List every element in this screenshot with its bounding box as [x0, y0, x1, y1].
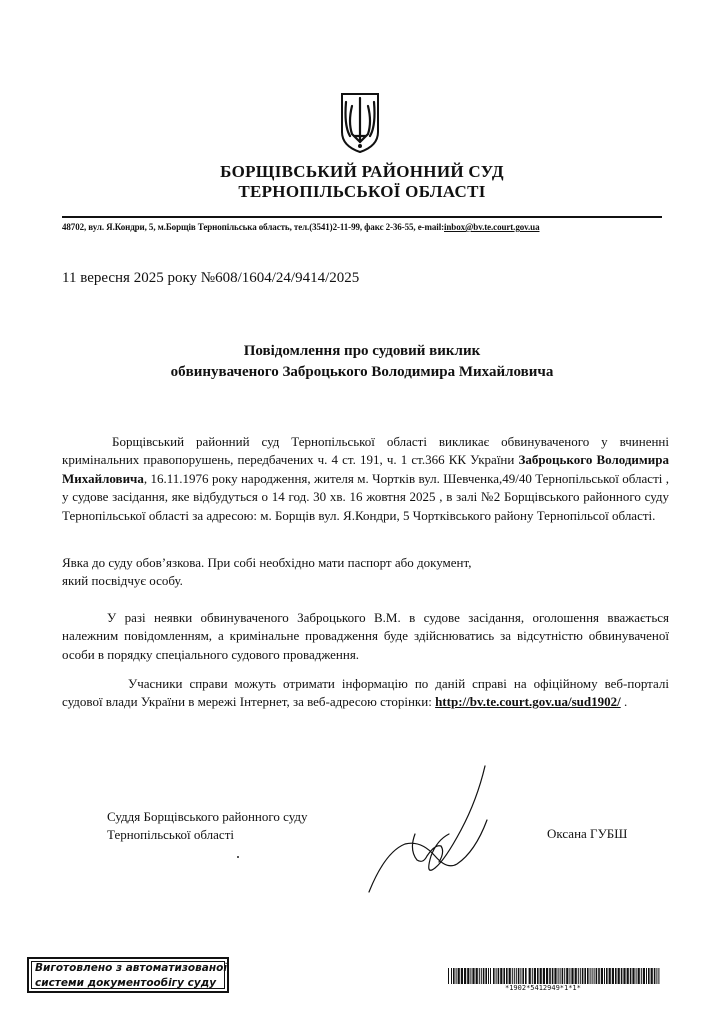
summons-text-a: Борщівський районний суд Тернопільської області викликає обвинуваченого у вчиненні кримінальних правопорушень, передбачених ч. 4 ст. 191, ч. 1 ст.366 КК України — [62, 434, 669, 468]
barcode-bar — [578, 968, 579, 984]
barcode-bar — [584, 968, 586, 984]
barcode-bar — [490, 968, 491, 984]
barcode-bar — [467, 968, 469, 984]
barcode-bar — [612, 968, 614, 984]
barcode-bar — [618, 968, 620, 984]
portal-text-end: . — [620, 694, 628, 710]
barcode-bar — [641, 968, 642, 984]
judge-name: Оксана ГУБШ — [547, 826, 628, 841]
barcode-bar — [488, 968, 489, 984]
barcode-bar — [537, 968, 539, 984]
barcode-bar — [609, 968, 611, 984]
barcode-bar — [464, 968, 466, 984]
barcode-bar — [518, 968, 520, 984]
barcode-bar — [506, 968, 508, 984]
barcode-bar — [476, 968, 478, 984]
judge-title-line2: Тернопільської області — [107, 827, 234, 842]
handwritten-signature — [365, 760, 505, 910]
barcode-bar — [451, 968, 452, 984]
barcode-bar — [627, 968, 629, 984]
barcode-bar — [598, 968, 600, 984]
barcode-bar — [534, 968, 536, 984]
barcode-bar — [643, 968, 645, 984]
summons-text-b: , 16.11.1976 року народження, жителя м. Чортків вул. Шевченка,49/40 Тернопільської області , у судове засідання, яке відбудуться о 14 год. 30 хв. 16 жовтня 2025 , в залі №2 Борщівського районного суду Тернопільської області за адресою: м. Борщів вул. Я.Кондри, 5 Чортківського району Тернопільсої області. — [62, 470, 669, 523]
barcode-bar — [582, 968, 584, 984]
barcode-bar — [514, 968, 515, 984]
barcode-bar — [580, 968, 581, 984]
barcode-bar — [560, 968, 561, 984]
barcode-bar — [525, 968, 527, 984]
paragraph-absence — [62, 609, 669, 664]
defendant-name: Заброцького Володимира Михайловича — [62, 452, 669, 486]
trident-emblem-icon — [340, 92, 380, 154]
automation-stamp — [27, 957, 229, 993]
barcode-bar — [606, 968, 608, 984]
barcode-bar — [623, 968, 625, 984]
barcode-bar — [587, 968, 589, 984]
barcode-bar — [472, 968, 474, 984]
stamp-line1: Виготовлено з автоматизованої — [35, 962, 227, 974]
header-divider — [62, 216, 662, 218]
barcode-bar — [592, 968, 593, 984]
absence-text: У разі неявки обвинуваченого Заброцького В.М. в судове засідання, оголошення вважається належним повідомленням, а кримінальне провадження буде здійснюватись за відсутністю обвинуваченої особи в порядку спеціального судового провадження. — [62, 610, 669, 662]
barcode-bar — [564, 968, 565, 984]
barcode-text: *1902*5412949*1*1* — [505, 984, 581, 992]
court-name-line2: ТЕРНОПІЛЬСЬКОЇ ОБЛАСТІ — [238, 182, 486, 201]
barcode-bar — [546, 968, 548, 984]
barcode-bar — [512, 968, 513, 984]
document-title-line2: обвинуваченого Заброцького Володимира Михайловича — [170, 364, 554, 380]
judge-title-line1: Суддя Борщівського районного суду — [107, 809, 308, 824]
barcode-bar — [516, 968, 517, 984]
barcode-bar — [453, 968, 455, 984]
portal-link[interactable]: http://bv.te.court.gov.ua/sud1902/ — [435, 694, 621, 710]
barcode-bar — [566, 968, 568, 984]
document-barcode — [448, 968, 662, 984]
barcode-bar — [658, 968, 659, 984]
barcode-bar — [648, 968, 650, 984]
barcode-bar — [540, 968, 542, 984]
barcode-bar — [500, 968, 502, 984]
paragraph-summons — [62, 433, 669, 525]
barcode-bar — [632, 968, 634, 984]
barcode-bar — [630, 968, 632, 984]
barcode-bar — [590, 968, 591, 984]
attendance-line2: який посвідчує особу. — [62, 573, 183, 589]
barcode-bar — [594, 968, 595, 984]
barcode-bar — [615, 968, 617, 984]
barcode-bar — [554, 968, 556, 984]
barcode-bar — [562, 968, 564, 984]
barcode-bar — [596, 968, 598, 984]
portal-text: Учасники справи можуть отримати інформацію по даній справі на офіційному веб-порталі судової влади України в мережі Інтернет, за веб-адресою сторінки: — [62, 676, 669, 710]
barcode-bar — [656, 968, 657, 984]
barcode-bar — [522, 968, 524, 984]
barcode-bar — [483, 968, 485, 984]
barcode-bar — [604, 968, 605, 984]
barcode-bar — [448, 968, 449, 984]
attendance-line1: Явка до суду обов’язкова. При собі необхідно мати паспорт або документ, — [62, 555, 472, 570]
barcode-bar — [498, 968, 500, 984]
barcode-bar — [651, 968, 653, 984]
date-number: 11 вересня 2025 року №608/1604/24/9414/2025 — [62, 270, 360, 286]
address-text: 48702, вул. Я.Кондри, 5, м.Борщів Тернопільська область, тел.(3541)2-11-99, факс 2-36-55, e-mail: — [62, 222, 444, 232]
barcode-bar — [575, 968, 577, 984]
barcode-bar — [601, 968, 603, 984]
document-title-line1: Повідомлення про судовий виклик — [243, 343, 481, 359]
barcode-bar — [503, 968, 505, 984]
judge-title — [107, 808, 308, 844]
barcode-bar — [479, 968, 480, 984]
barcode-bar — [509, 968, 511, 984]
court-address — [62, 222, 662, 232]
ink-dot — [237, 856, 239, 858]
barcode-bar — [496, 968, 497, 984]
barcode-bar — [456, 968, 457, 984]
barcode-bar — [485, 968, 487, 984]
barcode-bar — [646, 968, 647, 984]
barcode-bar — [558, 968, 559, 984]
barcode-bar — [493, 968, 495, 984]
barcode-bar — [458, 968, 460, 984]
barcode-bar — [529, 968, 531, 984]
barcode-bar — [461, 968, 463, 984]
barcode-bar — [621, 968, 623, 984]
paragraph-attendance — [62, 554, 669, 591]
barcode-bar — [549, 968, 551, 984]
stamp-line2: системи документообігу суду — [35, 977, 217, 989]
barcode-bar — [520, 968, 521, 984]
email-link[interactable]: inbox@bv.te.court.gov.ua — [444, 222, 540, 232]
barcode-bar — [543, 968, 545, 984]
barcode-bar — [636, 968, 637, 984]
barcode-bar — [571, 968, 573, 984]
barcode-bar — [654, 968, 656, 984]
barcode-bar — [532, 968, 533, 984]
court-name-line1: БОРЩІВСЬКИЙ РАЙОННИЙ СУД — [220, 162, 504, 181]
paragraph-portal — [62, 675, 669, 712]
barcode-bar — [470, 968, 471, 984]
barcode-bar — [481, 968, 482, 984]
barcode-bar — [569, 968, 570, 984]
barcode-bar — [552, 968, 554, 984]
barcode-bar — [638, 968, 640, 984]
